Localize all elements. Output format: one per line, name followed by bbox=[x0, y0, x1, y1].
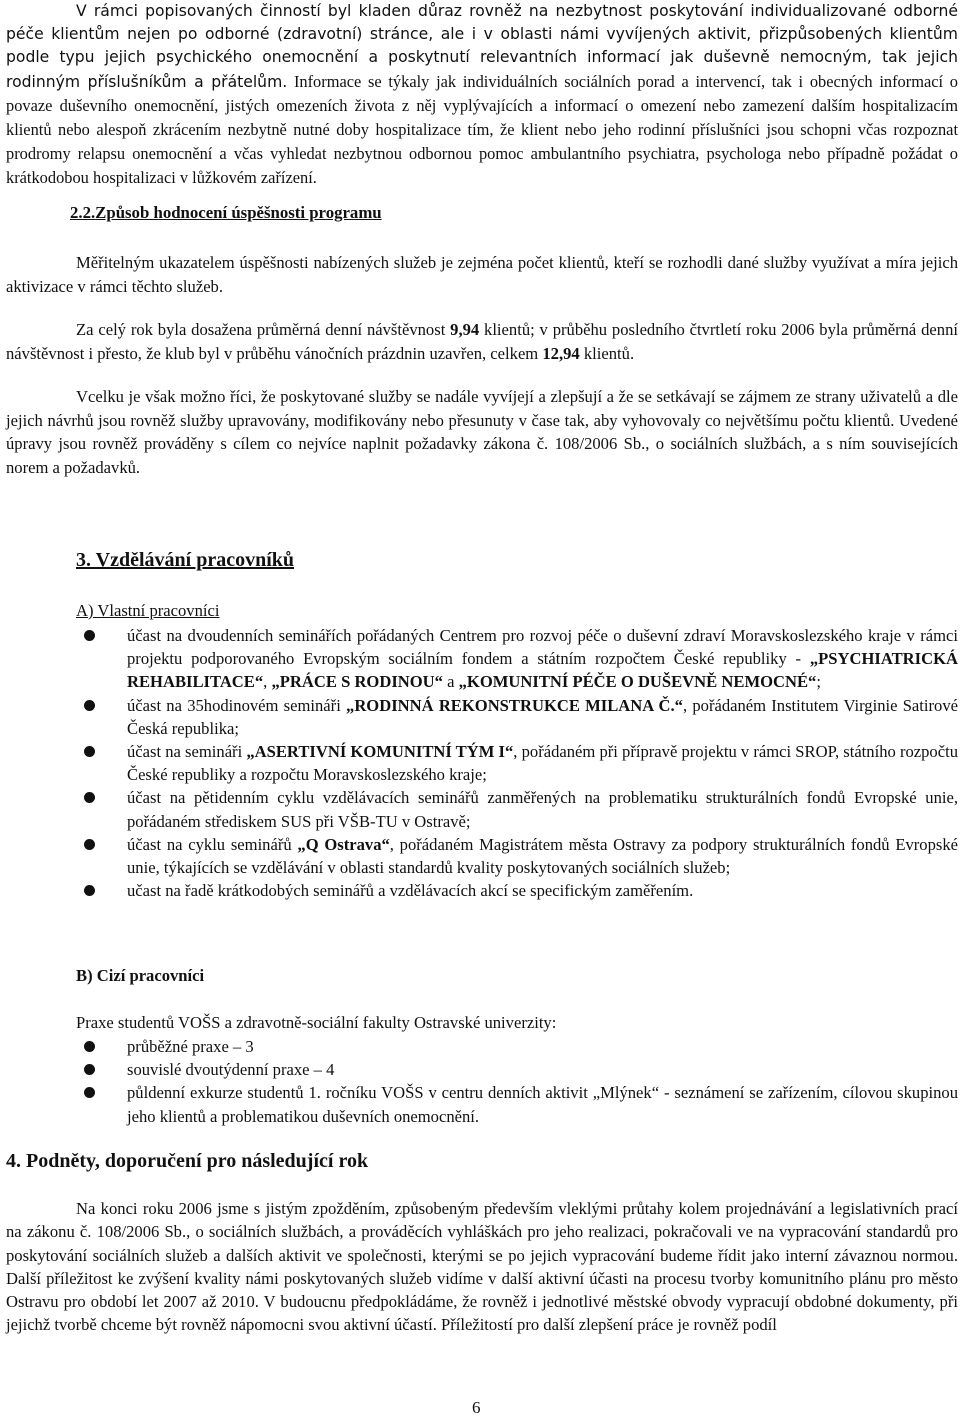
item-text: , pořádaném Magistrátem města Ostravy za podpory strukturálních fondů Evropské unie, týkajících se vzdělávání v oblasti standardů kvality poskytovaných sociálních služeb; bbox=[127, 834, 958, 878]
section-4-heading: 4. Podněty, doporučení pro následující rok bbox=[6, 1150, 369, 1172]
evaluation-paragraph bbox=[6, 251, 958, 298]
bullet-icon bbox=[84, 885, 95, 896]
item-text: účast na pětidenním cyklu vzdělávacích seminářů zanměřených na problematiku strukturálních fondů Evropské unie, pořádaném střediskem SUS při VŠB-TU v Ostravě; bbox=[127, 788, 958, 831]
intro-text-b: Informace se týkaly jak individuálních sociálních porad a intervencí, tak i obecných informací o povaze duševního onemocnění, jistých omezeních života z něj vyplývajících a informací o omezení nebo zamezení dalším hospitalizacím klientů nebo alespoň zkrácením nezbytně nutné doby hospitalizace tím, že klient nebo jeho rodinní příslušníci jsou schopni včas rozpoznat prodromy relapsu onemocnění a včas vyhledat nezbytnou odbornou pomoc ambulantního psychiatra, psychologa nebo případně požádat o krátkodobou hospitalizaci v lůžkovém zařízení. bbox=[6, 71, 958, 188]
item-text: půldenní exkurze studentů 1. ročníku VOŠS v centru denních aktivit „Mlýnek“ - seznámení se zařízením, cílovou skupinou jeho klientů a problematikou duševních onemocnění. bbox=[127, 1083, 958, 1126]
section-2-2-heading bbox=[70, 203, 382, 223]
item-bold: „PRÁCE S RODINOU“ bbox=[271, 672, 443, 692]
list-item bbox=[0, 740, 960, 786]
section-number: 2.2. bbox=[70, 203, 96, 222]
item-text: účast na dvoudenních seminářích pořádaných Centrem pro rozvoj péče o duševní zdraví Moravskoslezského kraje v rámci projektu podporovaného Evropským sociálním fondem a státním rozpočtem České republiky - bbox=[127, 626, 958, 669]
item-bold: „PSYCHIATRICKÁ REHABILITACE“ bbox=[127, 649, 958, 692]
item-bold: „KOMUNITNÍ PÉČE O DUŠEVNĚ NEMOCNÉ“ bbox=[458, 672, 817, 692]
bullet-icon bbox=[84, 792, 95, 803]
item-text: , bbox=[263, 672, 272, 692]
item-text: , pořádaném Institutem Virginie Satirové Česká republika; bbox=[127, 695, 959, 738]
attendance-value-quarter: 12,94 bbox=[542, 343, 580, 363]
list-item bbox=[0, 786, 960, 832]
attendance-paragraph bbox=[6, 318, 958, 365]
intro-text-a: V rámci popisovaných činností byl kladen důraz rovněž na nezbytnost poskytování individualizované odborné péče klientům nejen po odborné (zdravotní) stránce, ale i v oblasti námi vyvíjených aktivit, přizpůsobených klientům podle typu jejich psychického onemocnění a poskytnutí relevantních informací jak duševně nemocným, tak jejich rodinným příslušníkům a přátelům. bbox=[6, 2, 958, 91]
attendance-text-a: Za celý rok byla dosažena průměrná denní návštěvnost bbox=[76, 320, 451, 339]
subsection-a-heading: A) Vlastní pracovníci bbox=[76, 601, 220, 620]
intro-paragraph bbox=[6, 0, 958, 191]
section-title: Způsob hodnocení úspěšnosti programu bbox=[95, 203, 382, 222]
bullet-icon bbox=[84, 839, 95, 850]
list-item bbox=[0, 833, 960, 879]
summary-text: Vcelku je však možno říci, že poskytované služby se nadále vyvíjejí a zlepšují a že se setkávají se zájmem ze strany uživatelů a dle jejich návrhů jsou rovněž služby upravovány, modifikovány nebo přesunuty v čase tak, aby vyhovovaly co největšímu počtu klientů. Uvedené úpravy jsou rovněž prováděny s cílem co nejvíce naplnit požadavky zákona č. 108/2006 Sb., o sociálních službách, a s ním souvisejících norem a požadavků. bbox=[6, 387, 958, 477]
page-number: 6 bbox=[472, 1398, 481, 1417]
item-text: , pořádaném při přípravě projektu v rámci SROP, státního rozpočtu České republiky a rozpočtu Moravskoslezského kraje; bbox=[127, 742, 958, 785]
bullet-icon bbox=[84, 1064, 95, 1075]
bullet-icon bbox=[84, 1087, 95, 1098]
list-item bbox=[0, 1035, 960, 1058]
bullet-icon bbox=[84, 1041, 95, 1052]
bullet-icon bbox=[84, 746, 95, 757]
item-text: účast na cyklu seminářů bbox=[127, 834, 298, 854]
own-staff-list bbox=[0, 624, 960, 902]
item-bold: „ASERTIVNÍ KOMUNITNÍ TÝM I“ bbox=[246, 742, 514, 762]
recommendations-paragraph bbox=[6, 1197, 958, 1337]
summary-paragraph bbox=[6, 385, 958, 479]
subsection-b-heading: B) Cizí pracovníci bbox=[76, 966, 205, 985]
list-item bbox=[0, 624, 960, 694]
attendance-value-year: 9,94 bbox=[450, 320, 480, 339]
item-text: účast na 35hodinovém semináři bbox=[127, 695, 347, 715]
bullet-icon bbox=[84, 700, 95, 711]
list-item bbox=[0, 879, 960, 902]
recommendations-text: Na konci roku 2006 jsme s jistým zpožděním, způsobeným především vleklými průtahy kolem projednávání a legislativních prací na zákonu č. 108/2006 Sb., o sociálních službách, a prováděcích vyhláškách pro jeho realizaci, pokračovali ve na vypracování standardů pro poskytování sociálních služeb a dalších aktivit ve společnosti, kterými se po jejich vypracování budeme řídit jako interní závaznou normou. Další příležitost ke zvýšení kvality námi poskytovaných služeb vidíme v další aktivní účasti na procesu tvorby komunitního plánu pro město Ostravu pro období let 2007 až 2010. V budoucnu předpokládáme, že rovněž i jednotlivé městské obvody vypracují obdobné dokumenty, při jejichž tvorbě chceme být rovněž nápomocni svou aktivní účastí. Příležitostí pro další zlepšení práce je rovněž podíl bbox=[6, 1199, 958, 1335]
item-text: souvislé dvoutýdenní praxe – 4 bbox=[127, 1060, 335, 1080]
item-text: průběžné praxe – 3 bbox=[127, 1037, 254, 1056]
attendance-text-b: klientů; v průběhu posledního čtvrtletí roku 2006 byla průměrná denní návštěvnost i přesto, že klub byl v průběhu vánočních prázdnin uzavřen, celkem bbox=[6, 320, 958, 363]
list-item bbox=[0, 1081, 960, 1127]
item-text: účast na semináři bbox=[127, 742, 247, 762]
item-text: ; bbox=[816, 672, 821, 692]
practice-intro: Praxe studentů VOŠS a zdravotně-sociální fakulty Ostravské univerzity: bbox=[76, 1013, 557, 1032]
item-bold: „RODINNÁ REKONSTRUKCE MILANA Č.“ bbox=[346, 695, 683, 715]
list-item bbox=[0, 694, 960, 740]
evaluation-text: Měřitelným ukazatelem úspěšnosti nabízených služeb je zejména počet klientů, kteří se rozhodli dané služby využívat a míra jejich aktivizace v rámci těchto služeb. bbox=[6, 253, 958, 296]
item-text: učast na řadě krátkodobých seminářů a vzdělávacích akcí se specifickým zaměřením. bbox=[127, 881, 694, 901]
attendance-text-c: klientů. bbox=[579, 343, 635, 363]
bullet-icon bbox=[84, 630, 95, 641]
section-3-heading: 3. Vzdělávání pracovníků bbox=[76, 549, 294, 571]
item-text: a bbox=[442, 672, 459, 692]
item-bold: „Q Ostrava“ bbox=[297, 834, 390, 854]
external-staff-list bbox=[0, 1035, 960, 1128]
list-item bbox=[0, 1058, 960, 1081]
